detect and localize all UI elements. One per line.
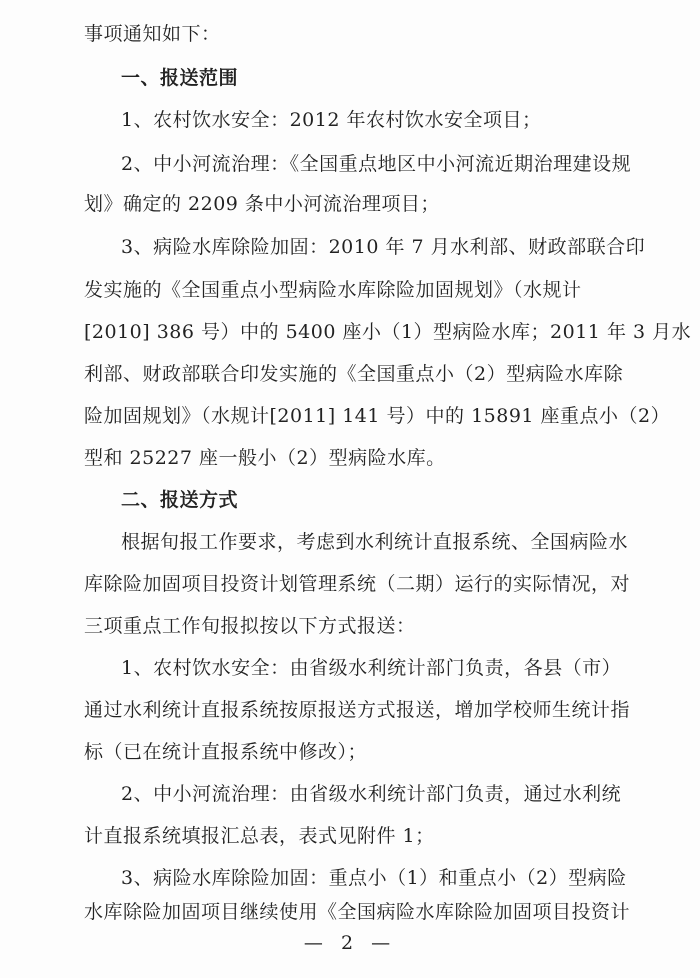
section-2-heading: 二、报送方式 <box>121 489 239 511</box>
section-1-item-3-line-1: 3、病险水库除险加固：2010 年 7 月水利部、财政部联合印 <box>121 236 646 258</box>
section-1-item-3-line-3: [2010] 386 号）中的 5400 座小（1）型病险水库；2011 年 3 月水 <box>84 321 692 343</box>
section-2-item-3-line-2: 水库除险加固项目继续使用《全国病险水库除险加固项目投资计 <box>84 901 631 923</box>
section-1-item-3-line-2: 发实施的《全国重点小型病险水库除险加固规划》（水规计 <box>84 279 582 301</box>
intro-line: 事项通知如下： <box>84 23 221 45</box>
section-2-para-line-3: 三项重点工作旬报拟按以下方式报送： <box>84 615 416 637</box>
section-1-item-3-line-6: 型和 25227 座一般小（2）型病险水库。 <box>84 447 446 469</box>
section-2-item-1-line-3: 标（已在统计直报系统中修改）； <box>84 741 368 763</box>
section-1-heading: 一、报送范围 <box>121 67 239 89</box>
section-1-item-2-line-2: 划》确定的 2209 条中小河流治理项目； <box>84 193 440 215</box>
section-2-para-line-2: 库除险加固项目投资计划管理系统（二期）运行的实际情况，对 <box>84 573 631 595</box>
section-1-item-3-line-4: 利部、财政部联合印发实施的《全国重点小（2）型病险水库除 <box>84 363 624 385</box>
page-number: — 2 — <box>303 932 397 954</box>
section-1-item-2-line-1: 2、中小河流治理：《全国重点地区中小河流近期治理建设规 <box>121 153 632 175</box>
section-2-item-2-line-1: 2、中小河流治理：由省级水利统计部门负责，通过水利统 <box>121 783 622 805</box>
section-2-item-1-line-2: 通过水利统计直报系统按原报送方式报送，增加学校师生统计指 <box>84 699 631 721</box>
section-2-para-line-1: 根据旬报工作要求，考虑到水利统计直报系统、全国病险水 <box>121 531 629 553</box>
section-2-item-1-line-1: 1、农村饮水安全：由省级水利统计部门负责，各县（市） <box>121 657 622 679</box>
section-2-item-3-line-1: 3、病险水库除险加固：重点小（1）和重点小（2）型病险 <box>121 867 627 889</box>
section-2-item-2-line-2: 计直报系统填报汇总表，表式见附件 1； <box>84 825 435 847</box>
section-1-item-3-line-5: 险加固规划》（水规计[2011] 141 号）中的 15891 座重点小（2） <box>84 405 671 427</box>
section-1-item-1: 1、农村饮水安全：2012 年农村饮水安全项目； <box>121 109 542 131</box>
